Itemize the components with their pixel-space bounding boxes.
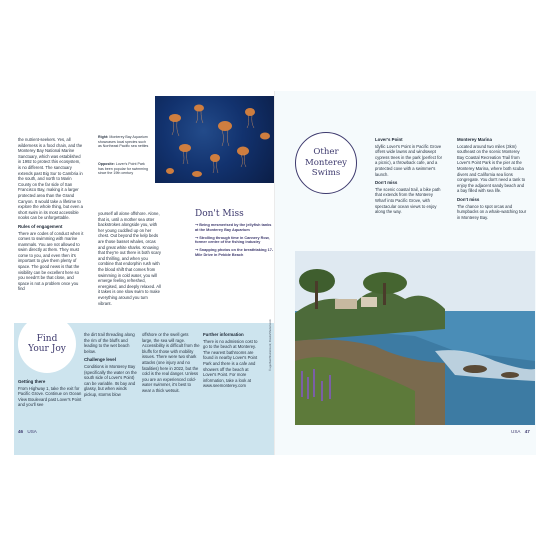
caption-opposite-text: Lover's Point Park has been popular for swimming since the 19th century [98, 162, 148, 176]
find-col4 [203, 332, 261, 392]
circle-title-line2: Monterey [304, 157, 348, 168]
find-your-joy-title [28, 334, 66, 355]
caption-opposite-bold: Opposite: [98, 162, 115, 166]
getting-there [18, 379, 82, 411]
getting-there-text: From Highway 1, take the exit for Pacific Grove. Continue on Ocean View Boulevard past Lover's Point and you'll see [18, 385, 82, 408]
dont-miss-item: ➞ Strolling through time in Cannery Row, former centre of the fishing industry [195, 235, 270, 245]
left-page [14, 91, 275, 455]
find-col2-text: the dirt trail threading along the rim of the bluffs and leading to the wet beach below. [84, 332, 135, 354]
dont-miss-item: ➞ Being mesmerised by the jellyfish tanks at the Monterey Bay Aquarium [195, 223, 272, 232]
circle-title-line3: Swims [311, 168, 341, 179]
right-folio [511, 429, 533, 434]
dont-miss-item-text: Being mesmerised by the jellyfish tanks at the Monterey Bay Aquarium [195, 223, 272, 232]
right-col2 [457, 137, 527, 223]
find-your-joy-badge [18, 315, 76, 373]
dont-miss-item-text: Strolling through time in Cannery Row, former centre of the fishing industry [195, 235, 270, 245]
challenge-text: Conditions in Monterey Bay (specifically the water on the south side of Lover's Point) can be variable. Its bay and glassy, but when winds pickup, storms blow [84, 363, 137, 397]
jellyfish-image [155, 96, 275, 183]
monterey-marina-text: Located around two miles (3km) southeast on the scenic Monterey Bay Coastal Recreation Trail from Lover's Point Park is the pier at the Monterey Marina, where both scuba divers and California sea lions congregate. You don't need a tank to enjoy the adjacent sandy beach and a bay filled with sea life. [457, 143, 526, 194]
lovers-point-text: Idyllic Lover's Point in Pacific Grove offers wide lawns and windswept cypress trees in the park (perfect for a picnic), a throwback cafe, and a protected cove with a swimmer's launch. [375, 143, 443, 177]
circle-title-line1: Other [313, 147, 339, 158]
magazine-spread [14, 91, 536, 455]
jellyfish-photo [155, 96, 275, 183]
dont-miss-heading-2: Don't miss [457, 196, 480, 202]
caption-opposite [98, 162, 150, 176]
dont-miss-heading-1: Don't miss [375, 180, 398, 186]
monterey-marina-heading: Monterey Marina [457, 137, 492, 142]
right-page [275, 91, 536, 455]
find-col3-text: offshore or the swell gets large, the sea will rage. Accessibility is difficult from the bluffs for those with mobility issues. There were two shark attacks (one injury and no fatalities) here in 2022, but the cold is the real danger. Unless you are an experienced cold-water swimmer, it's best to wear a thick wetsuit. [142, 332, 200, 393]
dont-miss-text-1: The scenic coastal trail, a bike path that extends from the Monterey Wharf into Pacific Grove, with spectacular ocean views to enjoy along the way. [375, 186, 441, 215]
rules-text: There are codes of conduct when it comes to swimming with marine mammals. You are not allowed to swim directly at them. They must come to you, and even then it's important to give them plenty of space. The good news is that the visibility can be excellent here so you needn't be that close, and space is not a problem once you find [18, 230, 84, 292]
left-col2 [98, 211, 162, 309]
right-page-number: 47 [524, 429, 530, 434]
left-folio [18, 429, 37, 434]
caption-right-text: Monterey Bay Aquarium showcases local species such as Northeast Pacific sea nettles [98, 135, 149, 149]
find-col2 [84, 332, 138, 401]
left-col2-para: yourself all alone offshore. Alone, that is, until a mother sea otter backstrokes alongside you, with her young cuddled up on her chest. Out beyond the kelp beds are those basset whales, orcas and great white sharks. Knowing that they're out there is both scary and thrilling, and when you combine that endorphin rush with the blood shift that comes from swimming in cold water, you will emerge feeling refreshed, energised, and deeply relaxed. All it takes is one slow swim to make everything around you turn vibrant. [98, 211, 161, 306]
left-page-number: 46 [18, 429, 24, 434]
circle-title-text [305, 147, 347, 179]
left-col1-para: the nutrient-seekers. Yes, all wilderness is a food chain, and the Monterey Bay National Marine Sanctuary, which was established in 1992 to protect this ecosystem, is no different. The sanctuary extends past Big Sur to Cambria in the south, and north to Marin County on the far side of San Francisco Bay, making it a larger protected area than the Grand Canyon. It would take a lifetime to explore the whole thing, but even a short swim in its most accessible nooks can be unforgettable. [18, 137, 83, 221]
dont-miss-box [195, 209, 275, 309]
right-folio-label: USA [511, 429, 521, 434]
photo-credit: © ugurhan/Shutterstock; Pexels/Shutterstock [269, 319, 272, 371]
find-col3 [142, 332, 200, 397]
dont-miss-text-2: The chance to spot orcas and humpbacks on a whale-watching tour in Monterey Bay. [457, 203, 527, 220]
coast-photo [295, 251, 535, 425]
find-your-joy-line1: Find [36, 333, 58, 344]
further-heading: Further information [203, 332, 244, 337]
find-your-joy-line2: Your Joy [28, 344, 66, 354]
caption-right [98, 135, 150, 149]
dont-miss-title: Don't Miss [195, 209, 244, 219]
dont-miss-item: ➞ Snapping photos on the breathtaking 17-Mile Drive in Pebble Beach [195, 248, 274, 257]
caption-right-bold: Right: [98, 135, 109, 139]
right-col1 [375, 137, 445, 218]
rules-heading: Rules of engagement [18, 223, 63, 229]
further-text: There is no admission cost to go to the beach at Monterey. The nearest bathrooms are found in nearby Lover's Point Park and there is a cafe and showers off the beach at Lover's Point. For more information, take a look at www.seemonterey.com [203, 338, 258, 389]
getting-there-heading: Getting there [18, 379, 46, 384]
dont-miss-item-text: Snapping photos on the breathtaking 17-Mile Drive in Pebble Beach [195, 248, 274, 257]
other-monterey-swims-title [295, 132, 357, 194]
left-folio-label: USA [27, 429, 37, 434]
lovers-point-heading: Lover's Point [375, 137, 403, 142]
challenge-heading: Challenge level [84, 357, 116, 363]
left-col1 [18, 137, 84, 295]
coastline-image [295, 251, 535, 425]
